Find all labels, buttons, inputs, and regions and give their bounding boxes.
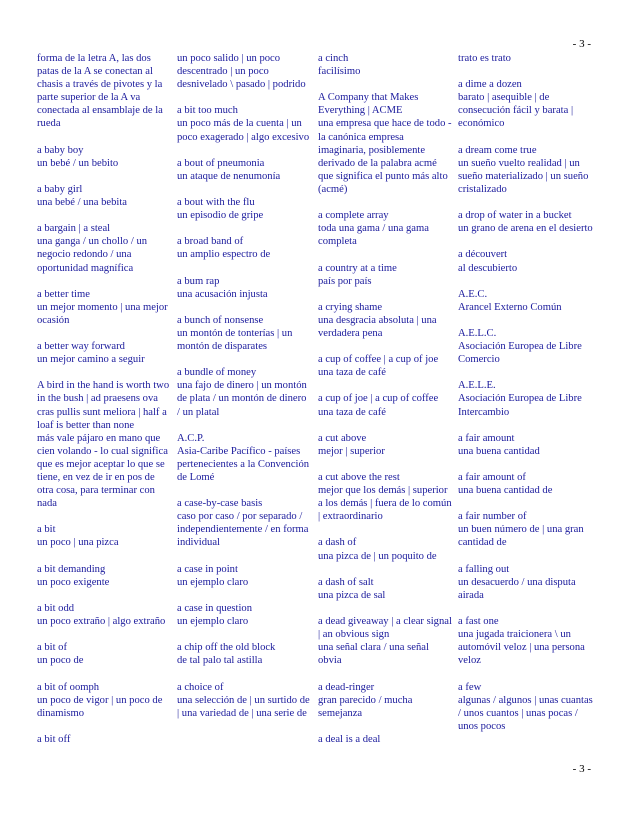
entry-term: a case in point bbox=[177, 563, 238, 575]
entry-term: a case-by-case basis bbox=[177, 498, 263, 510]
entry-term: a fair amount bbox=[458, 432, 515, 444]
dictionary-entry bbox=[177, 497, 312, 549]
entry-translation: mejor | superior bbox=[318, 445, 385, 457]
entry-translation: Asociación Europea de Libre Intercambio bbox=[458, 393, 582, 418]
entry-translation: una buena cantidad de bbox=[458, 485, 553, 497]
entry-term: a better way forward bbox=[37, 341, 125, 353]
dictionary-entry bbox=[37, 379, 172, 510]
entry-term: a broad band of bbox=[177, 236, 244, 248]
entry-translation: una jugada traicionera \ un automóvil veloz | una persona veloz bbox=[458, 629, 585, 667]
entry-translation: una bebé / una bebita bbox=[37, 197, 128, 209]
entry-translation: forma de la letra A, las dos patas de la A se conectan al chasis a través de pivotes y la parte superior de la A va conectada al ensamblaje de la rueda bbox=[37, 53, 163, 130]
dictionary-entry bbox=[458, 681, 593, 733]
dictionary-entry bbox=[458, 78, 593, 130]
entry-translation: caso por caso / por separado / independientemente / en forma individual bbox=[177, 511, 309, 549]
dictionary-entry bbox=[318, 681, 453, 720]
entry-translation: un ejemplo claro bbox=[177, 576, 249, 588]
page-number-top: - 3 - bbox=[572, 38, 591, 50]
dictionary-entry bbox=[37, 288, 172, 327]
entry-term: a fair number of bbox=[458, 511, 527, 523]
entry-term: a découvert bbox=[458, 249, 508, 261]
entry-term: a cinch bbox=[318, 53, 349, 64]
entry-translation: una selección de | un surtido de | una variedad de | una serie de bbox=[177, 694, 310, 719]
entry-translation: un poco más de la cuenta | un poco exagerado | algo excesivo bbox=[177, 118, 310, 143]
entry-term: a bit odd bbox=[37, 602, 75, 614]
entry-term: a few bbox=[458, 681, 482, 693]
dictionary-entry bbox=[318, 392, 453, 418]
entry-term: a cup of joe | a cup of coffee bbox=[318, 393, 439, 405]
dictionary-column-1 bbox=[37, 52, 172, 759]
entry-term: a choice of bbox=[177, 681, 224, 693]
dictionary-entry bbox=[318, 262, 453, 288]
dictionary-entry bbox=[458, 510, 593, 549]
entry-translation: algunas / algunos | unas cuantas / unos cuantos | unas pocas / unos pocos bbox=[458, 694, 593, 732]
entry-translation: una señal clara / una señal obvia bbox=[318, 642, 429, 667]
entry-term: A.C.P. bbox=[177, 432, 205, 444]
entry-term: a complete array bbox=[318, 210, 389, 222]
dictionary-entry bbox=[318, 733, 453, 746]
entry-translation: un poco de vigor | un poco de dinamismo bbox=[37, 694, 163, 719]
entry-term: a case in question bbox=[177, 602, 253, 614]
dictionary-entry bbox=[177, 602, 312, 628]
dictionary-entry bbox=[318, 301, 453, 340]
entry-translation: un episodio de gripe bbox=[177, 210, 264, 222]
entry-term: a bit off bbox=[37, 733, 71, 745]
dictionary-entry bbox=[458, 471, 593, 497]
dictionary-entry bbox=[318, 52, 453, 78]
entry-term: a falling out bbox=[458, 563, 510, 575]
entry-translation: Asia-Caribe Pacífico - países pertenecientes a la Convención de Lomé bbox=[177, 445, 310, 483]
entry-term: a dead giveaway | a clear signal | an obvious sign bbox=[318, 616, 452, 641]
entry-translation: un montón de tonterías | un montón de disparates bbox=[177, 327, 293, 353]
entry-translation: un sueño vuelto realidad | un sueño materializado | un sueño cristalizado bbox=[458, 157, 589, 195]
dictionary-entry bbox=[177, 641, 312, 667]
entry-translation: toda una gama / una gama completa bbox=[318, 223, 429, 248]
dictionary-entry bbox=[318, 432, 453, 458]
entry-translation: una empresa que hace de todo - la canónica empresa imaginaria, posiblemente derivado de la palabra acmé que significa el punto más alto (acmé) bbox=[318, 118, 452, 195]
dictionary-entry bbox=[458, 288, 593, 314]
entry-term: a bout of pneumonia bbox=[177, 157, 265, 169]
entry-term: A bird in the hand is worth two in the bush | ad praesens ova cras pullis sunt meliora | half a loaf is better than none bbox=[37, 380, 170, 431]
entry-term: a baby boy bbox=[37, 144, 84, 156]
entry-translation: Asociación Europea de Libre Comercio bbox=[458, 341, 582, 366]
entry-term: a fair amount of bbox=[458, 472, 526, 483]
entry-term: a cut above the rest bbox=[318, 472, 400, 483]
entry-translation: trato es trato bbox=[458, 53, 511, 64]
dictionary-entry bbox=[37, 641, 172, 667]
entry-translation: una buena cantidad bbox=[458, 445, 540, 457]
dictionary-entry bbox=[177, 275, 312, 301]
entry-term: a baby girl bbox=[37, 183, 83, 195]
dictionary-entry bbox=[37, 222, 172, 274]
entry-translation: una desgracia absoluta | una verdadera pena bbox=[318, 314, 437, 339]
entry-translation: gran parecido / mucha semejanza bbox=[318, 694, 413, 719]
entry-term: A.E.C. bbox=[458, 288, 488, 300]
dictionary-column-3 bbox=[318, 52, 453, 759]
dictionary-entry bbox=[37, 52, 172, 131]
dictionary-entry bbox=[318, 91, 453, 196]
dictionary-entry bbox=[318, 209, 453, 248]
dictionary-entry bbox=[177, 52, 312, 91]
entry-term: a bit of oomph bbox=[37, 681, 100, 693]
dictionary-entry bbox=[37, 602, 172, 628]
entry-translation: de tal palo tal astilla bbox=[177, 655, 263, 667]
entry-translation: barato | asequible | de consecución fácil y barata | económico bbox=[458, 92, 574, 130]
entry-term: a bum rap bbox=[177, 275, 220, 287]
entry-term: a chip off the old block bbox=[177, 642, 276, 654]
dictionary-entry bbox=[458, 563, 593, 602]
dictionary-column-2 bbox=[177, 52, 312, 733]
dictionary-entry bbox=[458, 144, 593, 196]
entry-term: a bit demanding bbox=[37, 563, 106, 575]
dictionary-entry bbox=[458, 379, 593, 418]
entry-term: a bout with the flu bbox=[177, 197, 255, 209]
entry-translation: un bebé / un bebito bbox=[37, 157, 119, 169]
entry-translation: una taza de café bbox=[318, 367, 386, 379]
entry-term: A Company that Makes Everything | ACME bbox=[318, 92, 419, 117]
entry-translation: un ataque de nenumonía bbox=[177, 170, 281, 182]
entry-translation: un poco exigente bbox=[37, 576, 110, 588]
dictionary-entry bbox=[177, 366, 312, 418]
dictionary-entry bbox=[177, 681, 312, 720]
dictionary-entry bbox=[177, 563, 312, 589]
dictionary-entry bbox=[177, 104, 312, 143]
dictionary-entry bbox=[37, 681, 172, 720]
entry-translation: al descubierto bbox=[458, 262, 518, 274]
dictionary-entry bbox=[458, 327, 593, 366]
dictionary-entry bbox=[318, 576, 453, 602]
dictionary-entry bbox=[177, 314, 312, 353]
entry-translation: un buen número de | una gran cantidad de bbox=[458, 524, 584, 549]
dictionary-entry bbox=[458, 615, 593, 667]
entry-translation: una pizca de sal bbox=[318, 589, 386, 601]
entry-term: A.E.L.C. bbox=[458, 327, 497, 339]
entry-term: a drop of water in a bucket bbox=[458, 210, 572, 222]
entry-term: a bit too much bbox=[177, 105, 238, 117]
dictionary-entry bbox=[177, 157, 312, 183]
entry-translation: un poco | una pizca bbox=[37, 537, 119, 549]
dictionary-column-4 bbox=[458, 52, 593, 746]
entry-term: a dime a dozen bbox=[458, 79, 522, 91]
entry-term: a dead-ringer bbox=[318, 681, 375, 693]
entry-term: a better time bbox=[37, 288, 90, 300]
entry-term: a cup of coffee | a cup of joe bbox=[318, 354, 439, 366]
dictionary-entry bbox=[37, 183, 172, 209]
dictionary-entry bbox=[458, 248, 593, 274]
entry-term: a deal is a deal bbox=[318, 733, 381, 745]
entry-translation: Arancel Externo Común bbox=[458, 301, 562, 313]
dictionary-entry bbox=[458, 432, 593, 458]
dictionary-entry bbox=[37, 563, 172, 589]
dictionary-entry bbox=[177, 432, 312, 484]
entry-translation: un grano de arena en el desierto bbox=[458, 223, 593, 235]
entry-term: A.E.L.E. bbox=[458, 380, 496, 392]
entry-translation: un mejor camino a seguir bbox=[37, 354, 145, 366]
entry-term: a fast one bbox=[458, 616, 499, 628]
entry-translation: un mejor momento | una mejor ocasión bbox=[37, 301, 168, 326]
entry-translation: una ganga / un chollo / un negocio redondo / una oportunidad magnífica bbox=[37, 236, 148, 274]
entry-term: a crying shame bbox=[318, 301, 383, 313]
dictionary-entry bbox=[37, 144, 172, 170]
entry-term: a cut above bbox=[318, 432, 367, 444]
entry-translation: un desacuerdo / una disputa airada bbox=[458, 576, 576, 601]
entry-translation: país por país bbox=[318, 275, 372, 287]
entry-term: a dash of salt bbox=[318, 576, 374, 588]
entry-term: a bit bbox=[37, 524, 56, 536]
entry-translation: un ejemplo claro bbox=[177, 616, 249, 628]
dictionary-entry bbox=[318, 615, 453, 667]
entry-translation: una acusación injusta bbox=[177, 288, 268, 300]
entry-term: a dash of bbox=[318, 537, 357, 549]
entry-translation: un poco salido | un poco descentrado | un poco desnivelado \ pasado | podrido bbox=[177, 53, 306, 91]
dictionary-entry bbox=[318, 471, 453, 523]
entry-translation: una pizca de | un poquito de bbox=[318, 550, 437, 562]
dictionary-entry bbox=[318, 536, 453, 562]
dictionary-entry bbox=[458, 52, 593, 65]
entry-term: a bundle of money bbox=[177, 367, 257, 379]
dictionary-entry bbox=[318, 353, 453, 379]
entry-translation: facilísimo bbox=[318, 66, 361, 78]
entry-translation: un poco extraño | algo extraño bbox=[37, 616, 166, 628]
dictionary-entry bbox=[177, 196, 312, 222]
entry-term: a bit of bbox=[37, 642, 68, 654]
entry-translation: un poco de bbox=[37, 655, 84, 667]
entry-term: a bargain | a steal bbox=[37, 223, 111, 235]
entry-translation: una taza de café bbox=[318, 406, 386, 418]
dictionary-entry bbox=[37, 523, 172, 549]
entry-translation: una fajo de dinero | un montón de plata / un montón de dinero / un platal bbox=[177, 380, 307, 418]
entry-term: a dream come true bbox=[458, 144, 537, 156]
entry-term: a country at a time bbox=[318, 262, 397, 274]
dictionary-entry bbox=[177, 235, 312, 261]
entry-translation: mejor que los demás | superior a los demás | fuera de lo común | extraordinario bbox=[318, 485, 452, 523]
entry-translation: más vale pájaro en mano que cien volando - lo cual significa que es mejor aceptar lo que se tiene, en vez de ir en pos de otra cosa, para terminar con nada bbox=[37, 432, 168, 510]
dictionary-entry bbox=[37, 733, 172, 746]
dictionary-entry bbox=[458, 209, 593, 235]
entry-translation: un amplio espectro de bbox=[177, 249, 271, 261]
dictionary-entry bbox=[37, 340, 172, 366]
page-number-bottom: - 3 - bbox=[572, 763, 591, 775]
entry-term: a bunch of nonsense bbox=[177, 314, 264, 326]
